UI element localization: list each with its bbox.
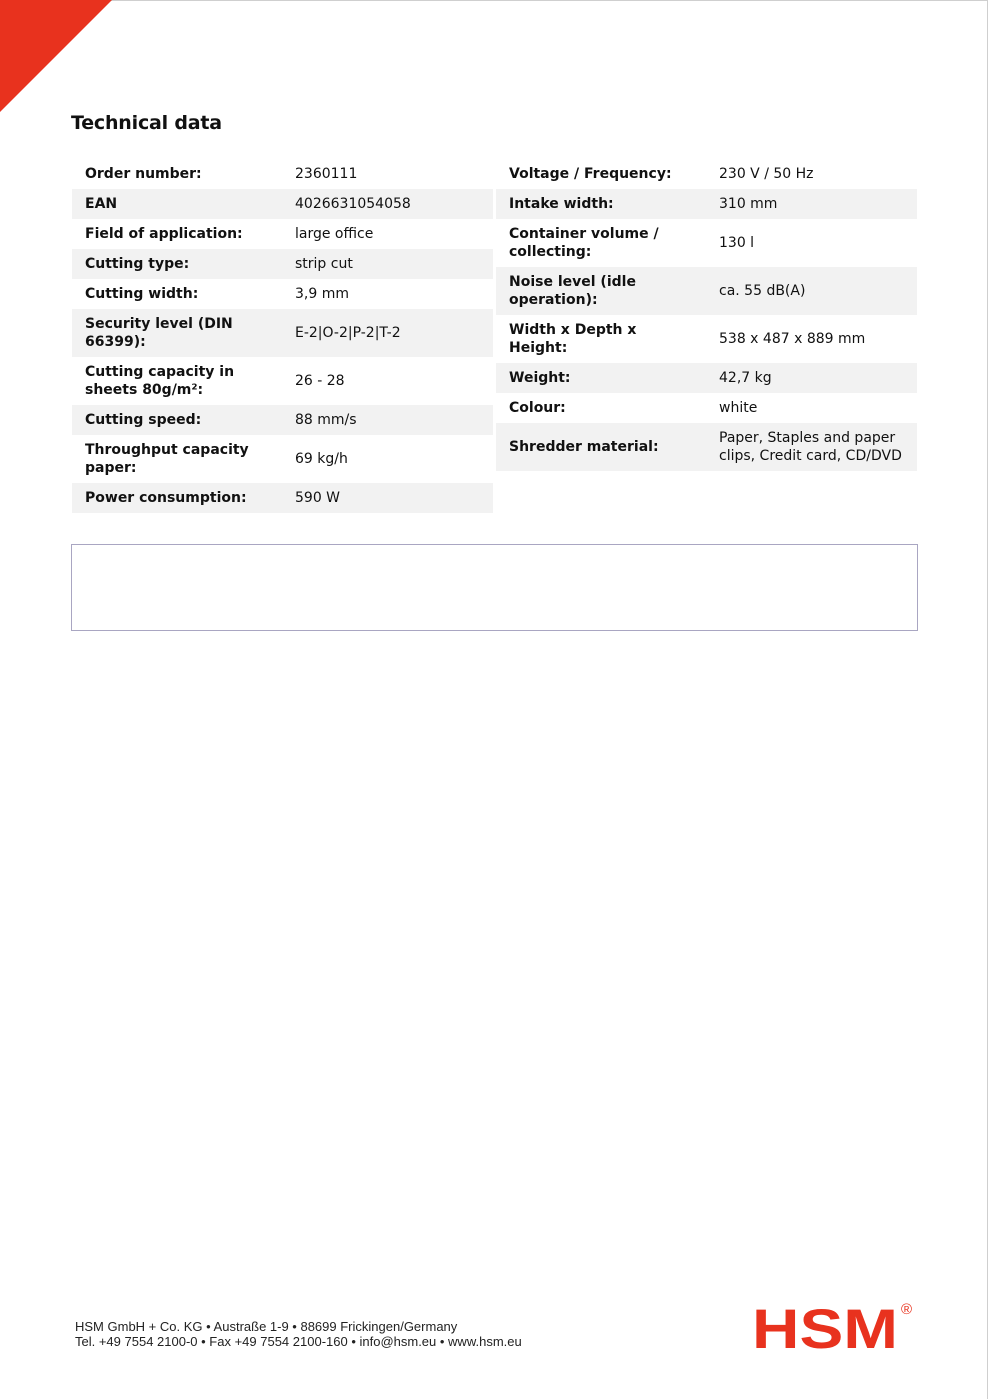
spec-value: white <box>719 400 758 416</box>
spec-value: 3,9 mm <box>295 286 349 302</box>
spec-label: Width x Depth x Height: <box>509 322 637 356</box>
spec-label: Power consumption: <box>72 483 282 513</box>
spec-value: 26 - 28 <box>295 373 345 389</box>
note-box <box>71 544 918 631</box>
spec-value: 4026631054058 <box>282 189 493 219</box>
spec-value: Paper, Staples and paper clips, Credit card, CD/DVD <box>706 423 917 471</box>
spec-value: 310 mm <box>706 189 917 219</box>
spec-table-right <box>496 159 917 471</box>
corner-accent <box>0 0 112 112</box>
spec-label: Weight: <box>496 363 706 393</box>
spec-value: ca. 55 dB(A) <box>706 267 917 315</box>
spec-row <box>72 405 493 435</box>
spec-row <box>72 483 493 513</box>
spec-row <box>72 435 493 483</box>
spec-label: Voltage / Frequency: <box>509 166 672 182</box>
page-title: Technical data <box>71 112 222 134</box>
spec-row <box>496 363 917 393</box>
spec-label: Cutting type: <box>72 249 282 279</box>
spec-label: Colour: <box>509 400 566 416</box>
spec-label: Container volume / collecting: <box>509 226 659 260</box>
spec-table-left <box>72 159 493 513</box>
spec-row <box>72 159 493 189</box>
spec-label: Noise level (idle operation): <box>496 267 706 315</box>
spec-value: 590 W <box>282 483 493 513</box>
spec-row <box>72 249 493 279</box>
spec-label: Shredder material: <box>496 423 706 471</box>
spec-value: 69 kg/h <box>295 451 348 467</box>
address-line: HSM GmbH + Co. KG • Austraße 1-9 • 88699 Frickingen/Germany <box>75 1319 458 1334</box>
spec-row <box>496 315 917 363</box>
spec-row <box>496 393 917 423</box>
spec-label: Security level (DIN 66399): <box>72 309 282 357</box>
spec-label: Field of application: <box>85 226 243 242</box>
contact-line: Tel. +49 7554 2100-0 • Fax +49 7554 2100-160 • info@hsm.eu • www.hsm.eu <box>75 1334 522 1349</box>
spec-label: Throughput capacity paper: <box>85 442 249 476</box>
spec-row <box>496 423 917 471</box>
spec-value: 230 V / 50 Hz <box>719 166 814 182</box>
spec-label: Order number: <box>85 166 202 182</box>
spec-row <box>496 267 917 315</box>
spec-value: 538 x 487 x 889 mm <box>719 331 866 347</box>
spec-row <box>72 189 493 219</box>
spec-label: Cutting capacity in sheets 80g/m²: <box>85 364 235 398</box>
spec-value: 42,7 kg <box>706 363 917 393</box>
spec-row <box>72 219 493 249</box>
spec-label: EAN <box>72 189 282 219</box>
spec-label: Cutting speed: <box>72 405 282 435</box>
spec-value: 130 l <box>719 235 755 251</box>
spec-value: E-2|O-2|P-2|T-2 <box>282 309 493 357</box>
spec-row <box>496 159 917 189</box>
spec-row <box>72 309 493 357</box>
spec-row <box>496 189 917 219</box>
registered-mark: ® <box>901 1301 913 1318</box>
logo-wordmark: HSM <box>752 1300 898 1352</box>
spec-row <box>72 357 493 405</box>
hsm-logo <box>752 1300 918 1352</box>
spec-value: large office <box>295 226 374 242</box>
spec-value: strip cut <box>282 249 493 279</box>
company-address <box>75 1319 522 1349</box>
spec-value: 88 mm/s <box>282 405 493 435</box>
spec-label: Cutting width: <box>85 286 199 302</box>
spec-row <box>496 219 917 267</box>
spec-row <box>72 279 493 309</box>
spec-label: Intake width: <box>496 189 706 219</box>
spec-value: 2360111 <box>295 166 358 182</box>
